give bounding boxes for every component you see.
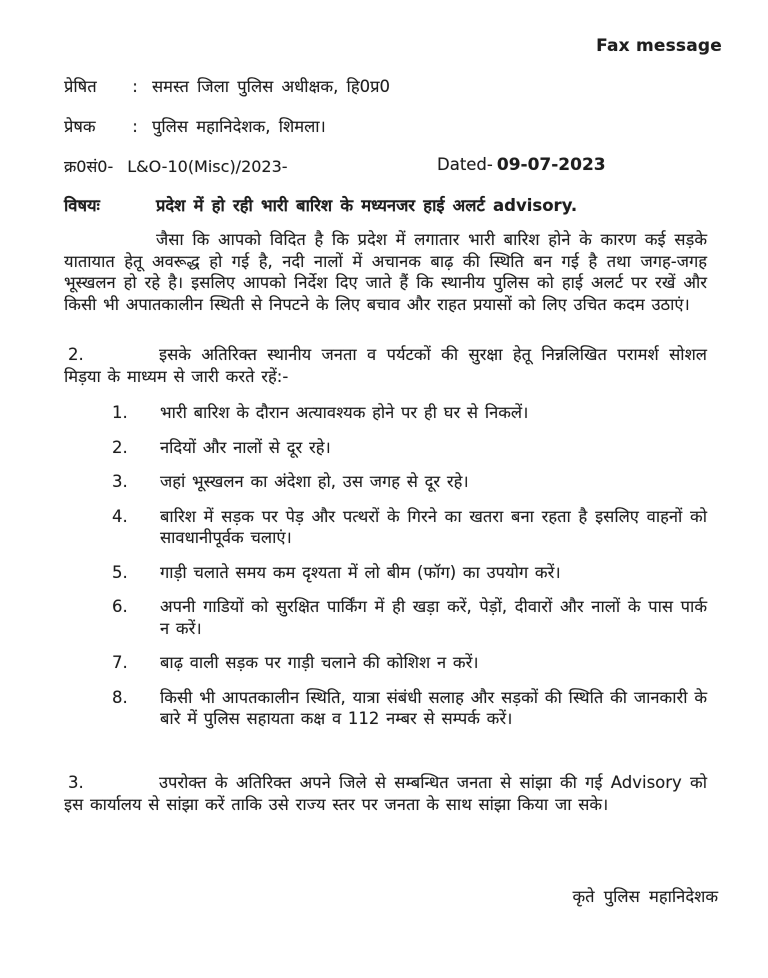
paragraph-2-number: 2. bbox=[68, 345, 84, 364]
advisory-item bbox=[64, 471, 707, 493]
advisory-item-text: अपनी गाडियों को सुरक्षित पार्किंग में ही खड़ा करें, पेड़ों, दीवारों और नालों के पास पार्क न करें। bbox=[160, 597, 707, 638]
from-value: पुलिस महानिदेशक, शिमला। bbox=[152, 117, 326, 136]
advisory-item-number: 5. bbox=[112, 562, 128, 582]
from-label: प्रेषक bbox=[64, 117, 96, 136]
reference-number-label: क्र0सं0- bbox=[64, 157, 114, 176]
advisory-item-number: 2. bbox=[112, 437, 128, 457]
fax-message-title: Fax message bbox=[596, 36, 722, 56]
advisory-item-text: बाढ़ वाली सड़क पर गाड़ी चलाने की कोशिश न करें। bbox=[160, 653, 479, 672]
advisory-item bbox=[64, 402, 707, 424]
paragraph-3-number: 3. bbox=[68, 773, 84, 792]
date-group bbox=[437, 155, 606, 175]
sender-line bbox=[64, 114, 326, 137]
advisory-item-number: 3. bbox=[112, 472, 128, 491]
paragraph-3-text: उपरोक्त के अतिरिक्त अपने जिले से सम्बन्धित जनता से सांझा की गई Advisory को इस कार्यालय से सांझा करें ताकि उसे राज्य स्तर पर जनता के साथ सांझा किया जा सके। bbox=[64, 773, 707, 814]
from-colon: : bbox=[132, 117, 138, 136]
advisory-item-text: नदियों और नालों से दूर रहे। bbox=[160, 437, 331, 457]
addressee-line bbox=[64, 74, 390, 97]
advisory-item-text: किसी भी आपतकालीन स्थिति, यात्रा संबंधी सलाह और सड़कों की स्थिति की जानकारी के बारे में पुलिस सहायता कक्ष व 112 नम्बर से सम्पर्क करें। bbox=[160, 687, 707, 728]
reference-date-line bbox=[64, 155, 722, 177]
advisory-item-text: बारिश में सड़क पर पेड़ और पत्थरों के गिरने का खतरा बना रहता है इसलिए वाहनों को सावधानीपूर्वक चलाएं। bbox=[160, 506, 707, 547]
advisory-item bbox=[64, 687, 707, 730]
advisory-item-text: भारी बारिश के दौरान अत्यावश्यक होने पर ही घर से निकलें। bbox=[160, 403, 529, 422]
body-paragraph-3 bbox=[64, 772, 707, 815]
advisory-item-number: 7. bbox=[112, 653, 128, 672]
advisory-item bbox=[64, 596, 707, 639]
advisory-item-number: 8. bbox=[112, 687, 128, 707]
to-value: समस्त जिला पुलिस अधीक्षक, हि0प्र0 bbox=[152, 77, 390, 96]
signature-line: कृते पुलिस महानिदेशक bbox=[572, 887, 718, 906]
advisory-list bbox=[64, 402, 707, 743]
advisory-item bbox=[64, 437, 707, 459]
body-paragraph-2 bbox=[64, 344, 707, 387]
advisory-item bbox=[64, 506, 707, 549]
advisory-item-number: 4. bbox=[112, 506, 128, 526]
advisory-item-number: 1. bbox=[112, 403, 128, 422]
subject-line bbox=[64, 193, 708, 216]
subject-label: विषयः bbox=[64, 196, 100, 215]
subject-text: प्रदेश में हो रही भारी बारिश के मध्यनजर हाई अलर्ट advisory. bbox=[156, 196, 578, 215]
date-label: Dated- bbox=[437, 155, 493, 174]
advisory-item bbox=[64, 562, 707, 584]
advisory-item-text: गाड़ी चलाते समय कम दृश्यता में लो बीम (फॉग) का उपयोग करें। bbox=[160, 562, 561, 582]
advisory-item-number: 6. bbox=[112, 597, 128, 616]
to-colon: : bbox=[132, 77, 138, 96]
advisory-item-text: जहां भूस्खलन का अंदेशा हो, उस जगह से दूर रहे। bbox=[160, 472, 469, 491]
paragraph-2-text: इसके अतिरिक्त स्थानीय जनता व पर्यटकों की सुरक्षा हेतू निन्नलिखित परामर्श सोशल मिड़या के माध्यम से जारी करते रहें:- bbox=[64, 345, 707, 386]
body-paragraph-1: जैसा कि आपको विदित है कि प्रदेश में लगातार भारी बारिश होने के कारण कई सड़के यातायात हेतू अवरूद्ध हो गई है, नदी नालों में अचानक बाढ़ की स्थिति बन गई है तथा जगह-जगह भूस्खलन हो रहे है। इसलिए आपको निर्देश दिए जाते हैं कि स्थानीय पुलिस को हाई अलर्ट पर रखें और किसी भी अपातकालीन स्थिती से निपटने के लिए बचाव और राहत प्रयासों को लिए उचित कदम उठाएं। bbox=[64, 230, 707, 314]
date-value: 09-07-2023 bbox=[496, 155, 606, 175]
advisory-item bbox=[64, 652, 707, 674]
to-label: प्रेषित bbox=[64, 77, 97, 96]
reference-number-value: L&O-10(Misc)/2023- bbox=[127, 157, 288, 176]
